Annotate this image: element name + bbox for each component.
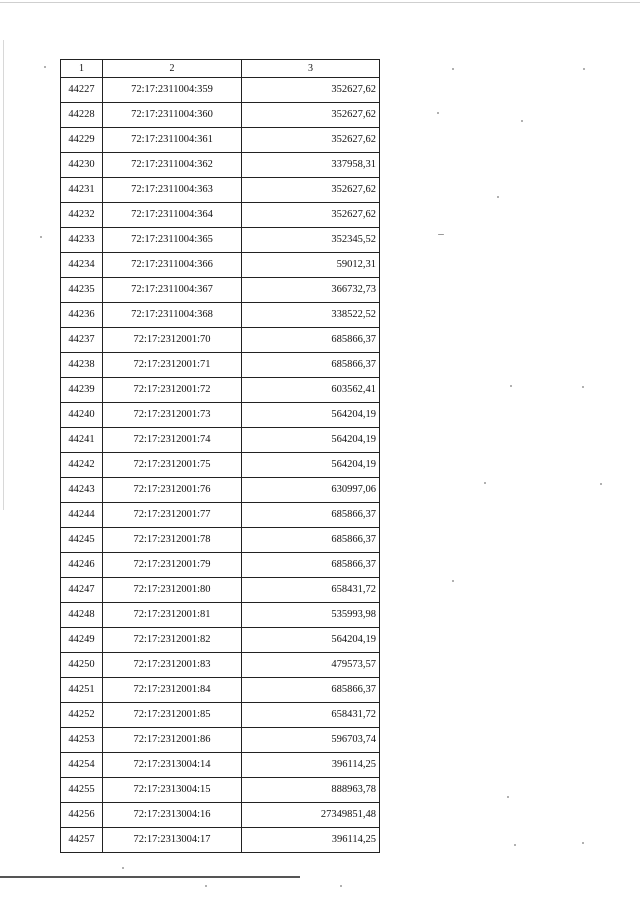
- scan-artifact-top-line: [0, 2, 640, 3]
- cadastral-number-cell: 72:17:2312001:84: [103, 678, 242, 703]
- table-row: [61, 353, 380, 378]
- table-row: [61, 678, 380, 703]
- table-row: [61, 253, 380, 278]
- column-header-2: 2: [103, 60, 242, 78]
- row-number-cell: 44254: [61, 753, 103, 778]
- cadastral-number-cell: 72:17:2312001:78: [103, 528, 242, 553]
- cadastral-value-cell: 685866,37: [242, 528, 380, 553]
- scan-artifact-bottom-line: [0, 876, 300, 878]
- scan-speck: [521, 120, 523, 122]
- table-row: [61, 503, 380, 528]
- cadastral-number-cell: 72:17:2312001:74: [103, 428, 242, 453]
- row-number-cell: 44236: [61, 303, 103, 328]
- row-number-cell: 44228: [61, 103, 103, 128]
- column-header-3: 3: [242, 60, 380, 78]
- scan-speck: [205, 885, 207, 887]
- scan-speck: [514, 844, 516, 846]
- cadastral-value-cell: 366732,73: [242, 278, 380, 303]
- scan-speck: [40, 236, 42, 238]
- scan-speck: [582, 386, 584, 388]
- row-number-cell: 44257: [61, 828, 103, 853]
- table-row: [61, 103, 380, 128]
- row-number-cell: 44234: [61, 253, 103, 278]
- table-row: [61, 578, 380, 603]
- scan-speck: [437, 112, 439, 114]
- cadastral-number-cell: 72:17:2311004:365: [103, 228, 242, 253]
- cadastral-value-cell: 338522,52: [242, 303, 380, 328]
- row-number-cell: 44231: [61, 178, 103, 203]
- table-row: [61, 278, 380, 303]
- cadastral-number-cell: 72:17:2313004:16: [103, 803, 242, 828]
- cadastral-number-cell: 72:17:2312001:76: [103, 478, 242, 503]
- table-row: [61, 803, 380, 828]
- cadastral-value-cell: 630997,06: [242, 478, 380, 503]
- row-number-cell: 44252: [61, 703, 103, 728]
- cadastral-value-cell: 685866,37: [242, 503, 380, 528]
- cadastral-number-cell: 72:17:2313004:17: [103, 828, 242, 853]
- table-row: [61, 128, 380, 153]
- cadastral-value-cell: 535993,98: [242, 603, 380, 628]
- cadastral-number-cell: 72:17:2311004:363: [103, 178, 242, 203]
- table-row: [61, 828, 380, 853]
- scan-speck: [44, 66, 46, 68]
- column-header-1: 1: [61, 60, 103, 78]
- row-number-cell: 44256: [61, 803, 103, 828]
- table-row: [61, 328, 380, 353]
- cadastral-number-cell: 72:17:2312001:72: [103, 378, 242, 403]
- cadastral-value-cell: 27349851,48: [242, 803, 380, 828]
- table-row: [61, 178, 380, 203]
- table-body: [61, 78, 380, 853]
- cadastral-value-cell: 352345,52: [242, 228, 380, 253]
- row-number-cell: 44255: [61, 778, 103, 803]
- cadastral-number-cell: 72:17:2312001:77: [103, 503, 242, 528]
- cadastral-value-cell: 352627,62: [242, 78, 380, 103]
- row-number-cell: 44248: [61, 603, 103, 628]
- table-row: [61, 528, 380, 553]
- scan-speck: [507, 796, 509, 798]
- cadastral-number-cell: 72:17:2311004:360: [103, 103, 242, 128]
- table-row: [61, 428, 380, 453]
- row-number-cell: 44232: [61, 203, 103, 228]
- cadastral-number-cell: 72:17:2311004:361: [103, 128, 242, 153]
- scan-speck: [340, 885, 342, 887]
- row-number-cell: 44230: [61, 153, 103, 178]
- cadastral-value-cell: 685866,37: [242, 678, 380, 703]
- table-row: [61, 553, 380, 578]
- cadastral-number-cell: 72:17:2313004:15: [103, 778, 242, 803]
- cadastral-value-cell: 352627,62: [242, 103, 380, 128]
- table-row: [61, 653, 380, 678]
- table-row: [61, 753, 380, 778]
- table-row: [61, 303, 380, 328]
- cadastral-value-cell: 352627,62: [242, 203, 380, 228]
- table-row: [61, 628, 380, 653]
- cadastral-value-cell: 396114,25: [242, 828, 380, 853]
- row-number-cell: 44243: [61, 478, 103, 503]
- cadastral-value-cell: 337958,31: [242, 153, 380, 178]
- cadastral-number-cell: 72:17:2312001:83: [103, 653, 242, 678]
- table-row: [61, 153, 380, 178]
- scan-speck: [122, 867, 124, 869]
- cadastral-value-cell: 564204,19: [242, 628, 380, 653]
- row-number-cell: 44244: [61, 503, 103, 528]
- cadastral-value-cell: 685866,37: [242, 328, 380, 353]
- cadastral-value-cell: 564204,19: [242, 403, 380, 428]
- cadastral-value-cell: 888963,78: [242, 778, 380, 803]
- row-number-cell: 44241: [61, 428, 103, 453]
- cadastral-value-cell: 564204,19: [242, 453, 380, 478]
- cadastral-number-cell: 72:17:2311004:366: [103, 253, 242, 278]
- row-number-cell: 44245: [61, 528, 103, 553]
- cadastral-value-cell: 658431,72: [242, 578, 380, 603]
- cadastral-value-cell: 59012,31: [242, 253, 380, 278]
- row-number-cell: 44251: [61, 678, 103, 703]
- cadastral-number-cell: 72:17:2313004:14: [103, 753, 242, 778]
- cadastral-value-cell: 479573,57: [242, 653, 380, 678]
- cadastral-number-cell: 72:17:2312001:85: [103, 703, 242, 728]
- table-row: [61, 703, 380, 728]
- cadastral-value-cell: 564204,19: [242, 428, 380, 453]
- scan-speck: [583, 68, 585, 70]
- row-number-cell: 44237: [61, 328, 103, 353]
- cadastral-value-table: [60, 59, 380, 853]
- scan-speck: [452, 580, 454, 582]
- cadastral-number-cell: 72:17:2312001:86: [103, 728, 242, 753]
- cadastral-value-cell: 596703,74: [242, 728, 380, 753]
- cadastral-value-cell: 352627,62: [242, 178, 380, 203]
- cadastral-value-cell: 603562,41: [242, 378, 380, 403]
- cadastral-value-cell: 658431,72: [242, 703, 380, 728]
- table-row: [61, 378, 380, 403]
- table-row: [61, 728, 380, 753]
- table-header-row: [61, 60, 380, 78]
- cadastral-value-cell: 685866,37: [242, 553, 380, 578]
- row-number-cell: 44229: [61, 128, 103, 153]
- cadastral-number-cell: 72:17:2311004:359: [103, 78, 242, 103]
- cadastral-number-cell: 72:17:2311004:367: [103, 278, 242, 303]
- cadastral-value-cell: 352627,62: [242, 128, 380, 153]
- cadastral-number-cell: 72:17:2312001:75: [103, 453, 242, 478]
- table-row: [61, 478, 380, 503]
- cadastral-number-cell: 72:17:2312001:79: [103, 553, 242, 578]
- scan-speck: [438, 234, 444, 235]
- row-number-cell: 44227: [61, 78, 103, 103]
- scan-speck: [600, 483, 602, 485]
- cadastral-value-cell: 396114,25: [242, 753, 380, 778]
- row-number-cell: 44239: [61, 378, 103, 403]
- table-row: [61, 203, 380, 228]
- row-number-cell: 44250: [61, 653, 103, 678]
- cadastral-number-cell: 72:17:2312001:73: [103, 403, 242, 428]
- scan-speck: [510, 385, 512, 387]
- cadastral-number-cell: 72:17:2311004:368: [103, 303, 242, 328]
- row-number-cell: 44249: [61, 628, 103, 653]
- scan-speck: [497, 196, 499, 198]
- row-number-cell: 44238: [61, 353, 103, 378]
- row-number-cell: 44253: [61, 728, 103, 753]
- table-row: [61, 228, 380, 253]
- table-row: [61, 778, 380, 803]
- cadastral-number-cell: 72:17:2312001:82: [103, 628, 242, 653]
- row-number-cell: 44235: [61, 278, 103, 303]
- cadastral-number-cell: 72:17:2311004:362: [103, 153, 242, 178]
- row-number-cell: 44233: [61, 228, 103, 253]
- row-number-cell: 44242: [61, 453, 103, 478]
- table-row: [61, 78, 380, 103]
- row-number-cell: 44240: [61, 403, 103, 428]
- cadastral-number-cell: 72:17:2312001:80: [103, 578, 242, 603]
- cadastral-number-cell: 72:17:2312001:71: [103, 353, 242, 378]
- row-number-cell: 44246: [61, 553, 103, 578]
- scan-speck: [582, 842, 584, 844]
- scan-artifact-left-edge: [3, 40, 4, 510]
- table-row: [61, 453, 380, 478]
- cadastral-number-cell: 72:17:2312001:70: [103, 328, 242, 353]
- scan-speck: [484, 482, 486, 484]
- cadastral-number-cell: 72:17:2312001:81: [103, 603, 242, 628]
- table-row: [61, 403, 380, 428]
- cadastral-value-cell: 685866,37: [242, 353, 380, 378]
- table-row: [61, 603, 380, 628]
- row-number-cell: 44247: [61, 578, 103, 603]
- scan-speck: [452, 68, 454, 70]
- cadastral-number-cell: 72:17:2311004:364: [103, 203, 242, 228]
